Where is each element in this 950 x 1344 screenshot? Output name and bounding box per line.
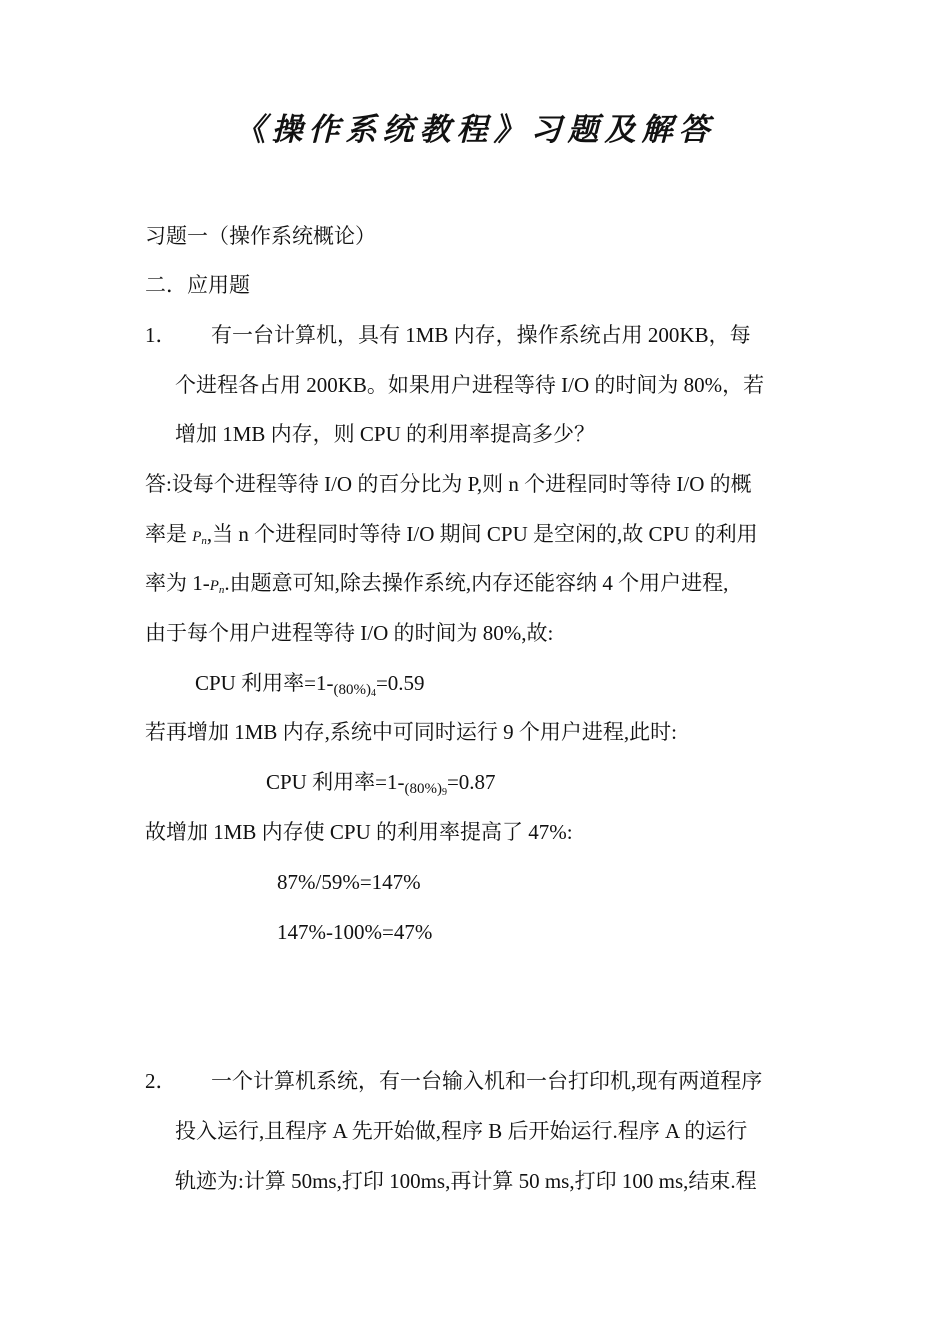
section-heading: 习题一（操作系统概论） [145, 224, 376, 248]
formula-1-power: $(80\%)_4$ [333, 682, 376, 699]
answer-1-line-3-post: .由题意可知,除去操作系统,内存还能容纳 4 个用户进程, [224, 571, 729, 595]
answer-1-line-6: 故增加 1MB 内存使 CPU 的利用率提高了 47%: [145, 820, 573, 844]
question-1-line-3: 增加 1MB 内存，则 CPU 的利用率提高多少？ [175, 422, 596, 446]
calculation-1: 87%/59%=147% [277, 870, 421, 894]
question-1-text-1: 有一台计算机，具有 1MB 内存，操作系统占用 200KB，每 [211, 323, 751, 347]
answer-1-line-2-post: ,当 n 个进程同时等待 I/O 期间 CPU 是空闲的,故 CPU 的利用 [206, 522, 758, 546]
answer-1-line-2 [145, 519, 758, 556]
formula-2 [266, 767, 496, 808]
formula-2-post: =0.87 [446, 770, 496, 794]
probability-symbol: $P_n$ [209, 578, 225, 596]
document-title: 《操作系统教程》习题及解答 [234, 112, 716, 148]
question-2-line-2: 投入运行,且程序 A 先开始做,程序 B 后开始运行.程序 A 的运行 [175, 1119, 748, 1143]
answer-1-line-1: 答:设每个进程等待 I/O 的百分比为 P,则 n 个进程同时等待 I/O 的概 [145, 472, 752, 496]
question-2-line-3: 轨迹为:计算 50ms,打印 100ms,再计算 50 ms,打印 100 ms,结束.程 [175, 1169, 757, 1193]
answer-1-line-3 [145, 568, 728, 605]
formula-1-post: =0.59 [375, 671, 425, 695]
formula-2-pre: CPU 利用率=1- [266, 770, 405, 794]
question-1-number: 1． [145, 323, 177, 347]
question-1-line-2: 个进程各占用 200KB。如果用户进程等待 I/O 的时间为 80%，若 [175, 373, 765, 397]
formula-1-pre: CPU 利用率=1- [195, 671, 334, 695]
question-1-line-1 [145, 320, 790, 350]
calculation-2: 147%-100%=47% [277, 920, 433, 944]
question-2-text-1: 一个计算机系统，有一台输入机和一台打印机,现有两道程序 [211, 1069, 763, 1093]
question-2-number: 2． [145, 1069, 177, 1093]
formula-1 [195, 668, 425, 709]
probability-symbol: $P_n$ [192, 529, 207, 547]
subsection-heading: 二．应用题 [145, 273, 250, 297]
answer-1-line-4: 由于每个用户进程等待 I/O 的时间为 80%,故: [145, 621, 554, 645]
answer-1-line-3-pre: 率为 1- [145, 571, 210, 595]
answer-1-line-2-pre: 率是 [145, 522, 187, 546]
formula-2-power: $(80\%)_9$ [404, 781, 447, 798]
answer-1-line-5: 若再增加 1MB 内存,系统中可同时运行 9 个用户进程,此时: [145, 720, 678, 744]
question-2-line-1 [145, 1066, 790, 1096]
